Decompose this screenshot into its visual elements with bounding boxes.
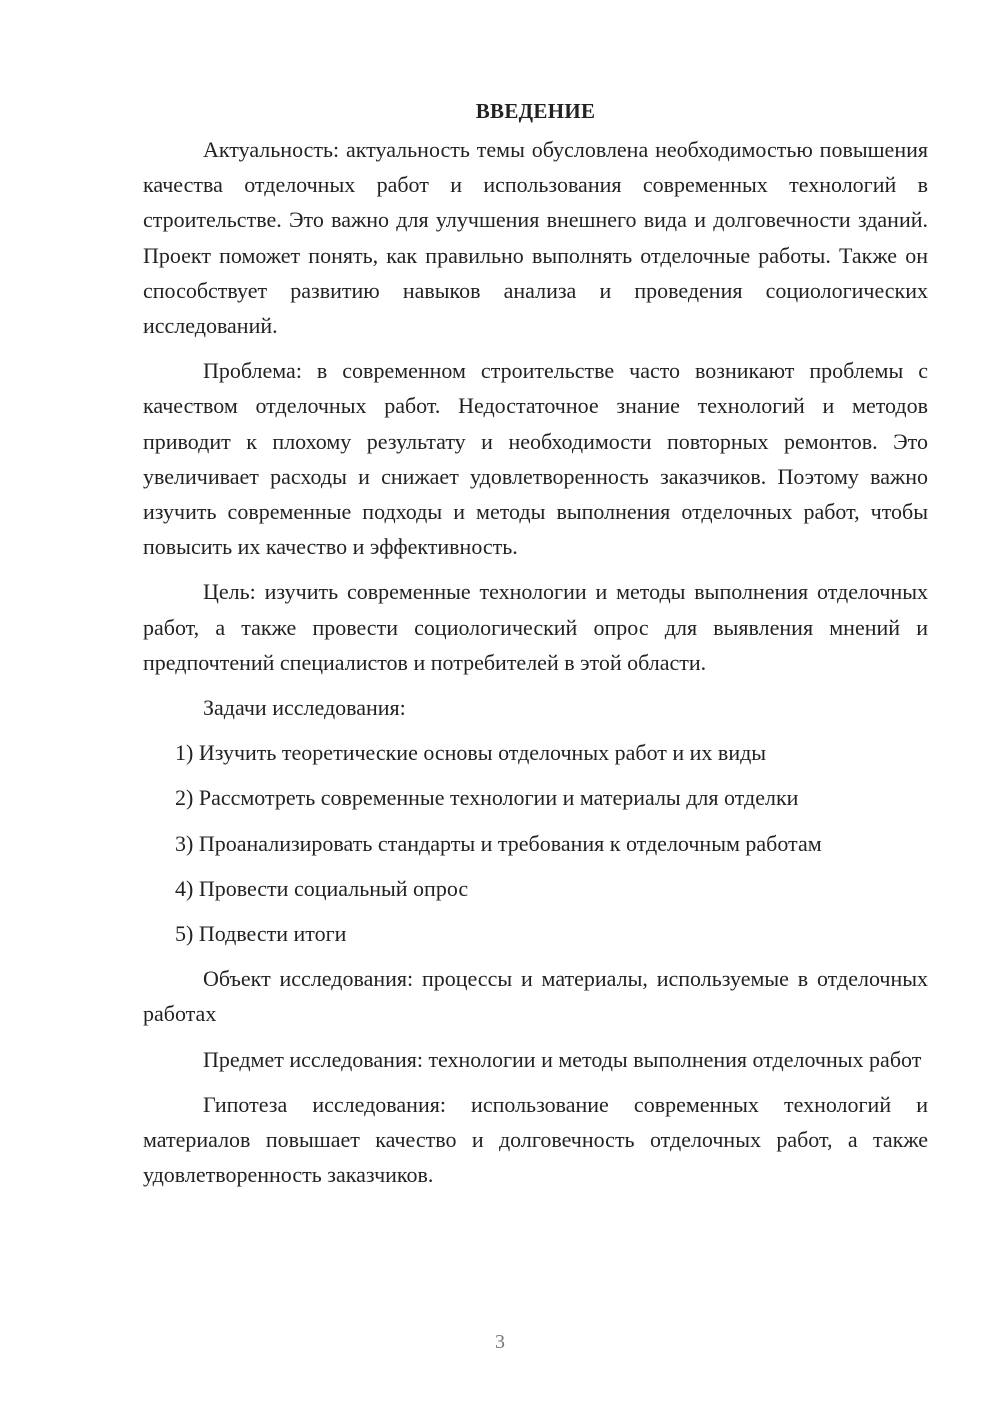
- list-item-text: Подвести итоги: [198, 921, 347, 947]
- list-item-number: 4): [175, 875, 194, 901]
- list-item-number: 2): [175, 785, 194, 811]
- list-item-text: Рассмотреть современные технологии и материалы для отделки: [198, 785, 799, 811]
- paragraph-object: Объект исследования: процессы и материалы, используемые в отделочных работах: [143, 966, 928, 1027]
- tasks-heading: Задачи исследования:: [203, 695, 406, 721]
- list-item: [143, 826, 928, 861]
- list-item-text: Проанализировать стандарты и требования к отделочным работам: [198, 830, 822, 856]
- list-item-text: Изучить теоретические основы отделочных работ и их виды: [198, 740, 767, 766]
- tasks-list: [143, 735, 928, 951]
- page-title: ВВЕДЕНИЕ: [475, 99, 596, 123]
- list-item-text: Провести социальный опрос: [198, 875, 469, 901]
- list-item-number: 1): [175, 740, 194, 766]
- list-item: [143, 916, 928, 951]
- list-item-number: 5): [175, 921, 194, 947]
- list-item: [143, 735, 928, 770]
- paragraph-subject: Предмет исследования: технологии и методы выполнения отделочных работ: [203, 1046, 922, 1072]
- list-item: [143, 871, 928, 906]
- paragraph-hypothesis: Гипотеза исследования: использование современных технологий и материалов повышает качество и долговечность отделочных работ, а также удовлетворенность заказчиков.: [143, 1091, 928, 1188]
- paragraph-goal: Цель: изучить современные технологии и методы выполнения отделочных работ, а также провести социологический опрос для выявления мнений и предпочтений специалистов и потребителей в этой области.: [143, 579, 928, 675]
- paragraph-problem: Проблема: в современном строительстве часто возникают проблемы с качеством отделочных работ. Недостаточное знание технологий и методов приводит к плохому результату и необходимости повторных ремонтов. Это увеличивает расходы и снижает удовлетворенность заказчиков. Поэтому важно изучить современные подходы и методы выполнения отделочных работ, чтобы повысить их качество и эффективность.: [143, 358, 928, 560]
- paragraph-relevance: Актуальность: актуальность темы обусловлена необходимостью повышения качества отделочных работ и использования современных технологий в строительстве. Это важно для улучшения внешнего вида и долговечности зданий. Проект поможет понять, как правильно выполнять отделочные работы. Также он способствует развитию навыков анализа и проведения социологических исследований.: [143, 137, 928, 339]
- list-item: [143, 780, 928, 815]
- page-content: [143, 94, 928, 1202]
- list-item-number: 3): [175, 830, 194, 856]
- page-number: 3: [495, 1331, 505, 1353]
